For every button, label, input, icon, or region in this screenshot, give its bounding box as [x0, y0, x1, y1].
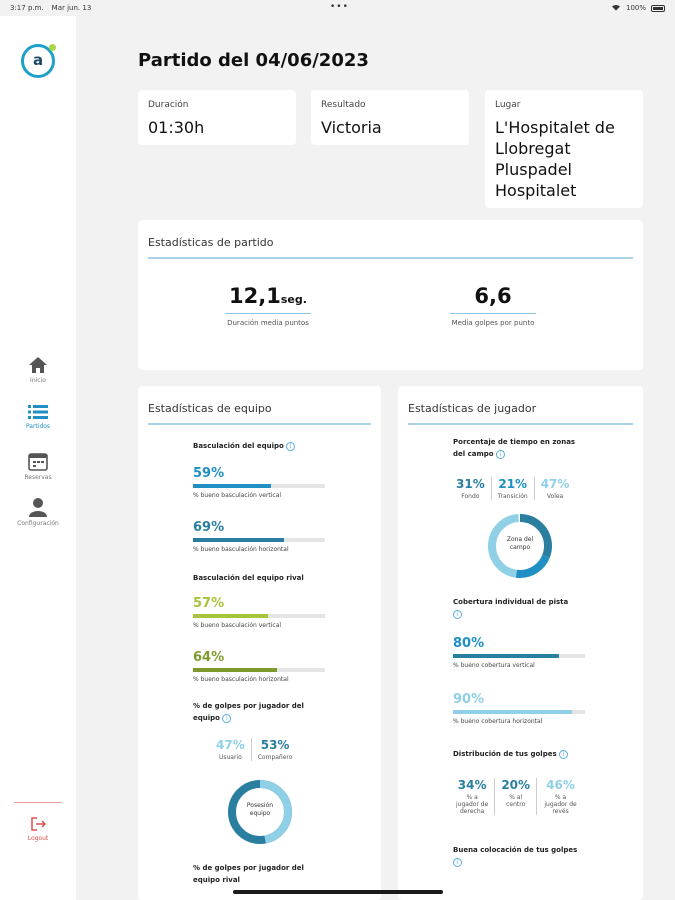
- subheading-line: Porcentaje de tiempo en zonas: [453, 438, 576, 446]
- backhand-player-pct: 46%: [546, 778, 575, 792]
- user-icon: [29, 497, 47, 517]
- bar-fill: [193, 484, 271, 488]
- zones-split: [450, 477, 575, 500]
- donut-label-line: Zona del: [506, 536, 534, 543]
- donut-label-line: equipo: [249, 810, 271, 817]
- right-player-pct: 34%: [457, 778, 487, 792]
- team-vertical-pct: 59%: [193, 466, 225, 481]
- team-vertical-caption: % bueno basculación vertical: [193, 492, 282, 499]
- sidebar-item-partidos[interactable]: [0, 404, 76, 430]
- location-line: Pluspadel: [495, 160, 572, 179]
- main-content: [76, 16, 675, 900]
- hit-distribution-split: [450, 778, 584, 815]
- app-logo[interactable]: [21, 44, 55, 78]
- rival-vertical-bar: [193, 614, 325, 618]
- location-line: L'Hospitalet de: [495, 118, 615, 137]
- duration-value: 01:30h: [148, 118, 205, 137]
- partner-pct: 53%: [260, 738, 290, 752]
- subheading-text: Basculación del equipo: [193, 442, 284, 450]
- volea-label: Volea: [546, 493, 564, 500]
- player-stats-card: [398, 386, 643, 900]
- zones-donut-label: [494, 536, 546, 552]
- transition-pct: 21%: [498, 477, 528, 491]
- sidebar-item-reservas[interactable]: [0, 451, 76, 481]
- coverage-horizontal-bar: [453, 710, 585, 714]
- center-pct: 20%: [501, 778, 531, 792]
- subheading-text: Distribución de tus golpes: [453, 750, 557, 758]
- rival-vertical-pct: 57%: [193, 596, 225, 611]
- team-horizontal-bar: [193, 538, 325, 542]
- status-time: 3:17 p.m.: [10, 4, 44, 12]
- rival-horizontal-bar: [193, 668, 325, 672]
- match-stats-title: Estadísticas de partido: [148, 236, 274, 249]
- home-icon: [28, 356, 48, 374]
- bar-fill: [193, 538, 284, 542]
- bar-fill: [453, 710, 572, 714]
- label-line: % al: [509, 794, 523, 801]
- sidebar-item-label: Partidos: [25, 423, 51, 430]
- bar-fill: [193, 668, 277, 672]
- avg-point-duration: [213, 284, 323, 327]
- label-line: centro: [506, 801, 526, 808]
- battery-icon: [651, 5, 665, 12]
- info-icon[interactable]: i: [453, 858, 462, 867]
- logo-letter: a: [32, 51, 44, 69]
- section-divider: [408, 423, 633, 425]
- battery-percent: 100%: [625, 4, 646, 12]
- multitask-dots[interactable]: •••: [330, 2, 349, 12]
- duration-label: Duración: [148, 100, 189, 110]
- coverage-vertical-pct: 80%: [453, 636, 485, 651]
- avg-duration-unit: seg.: [280, 293, 307, 306]
- sidebar: [0, 16, 76, 900]
- coverage-vertical-caption: % bueno cobertura vertical: [453, 662, 535, 669]
- transition-label: Transición: [497, 493, 528, 500]
- result-card: [311, 90, 469, 145]
- info-icon[interactable]: i: [559, 750, 568, 759]
- team-stats-card: [138, 386, 381, 900]
- subheading-line: % de golpes por jugador del: [193, 702, 304, 710]
- fondo-pct: 31%: [456, 477, 485, 491]
- location-line: Hospitalet: [495, 181, 577, 200]
- wifi-icon: [611, 3, 621, 13]
- label-line: % a: [554, 794, 567, 801]
- bar-fill: [453, 654, 559, 658]
- logout-icon: [30, 816, 46, 832]
- avg-hits-number: 6,6: [474, 284, 512, 308]
- rival-basculation-title: Basculación del equipo rival: [193, 574, 304, 582]
- coverage-title: [453, 596, 568, 620]
- avg-duration-caption: Duración media puntos: [227, 319, 309, 327]
- result-label: Resultado: [321, 100, 366, 110]
- right-player-label: [456, 794, 488, 815]
- sidebar-item-label: Inicio: [30, 377, 46, 384]
- avg-duration-number: 12,1: [229, 284, 281, 308]
- rival-vertical-caption: % bueno basculación vertical: [193, 622, 282, 629]
- zones-title: [453, 436, 575, 460]
- info-icon[interactable]: i: [453, 610, 462, 619]
- result-value: Victoria: [321, 118, 382, 137]
- team-stats-title: Estadísticas de equipo: [148, 402, 272, 415]
- location-line: Llobregat: [495, 139, 571, 158]
- fondo-label: Fondo: [461, 493, 480, 500]
- subheading-line: equipo: [193, 714, 220, 722]
- hit-placement-title: [453, 844, 577, 868]
- section-divider: [148, 423, 371, 425]
- location-card: [485, 90, 643, 208]
- info-icon[interactable]: i: [496, 450, 505, 459]
- rival-horizontal-pct: 64%: [193, 650, 225, 665]
- coverage-vertical-bar: [453, 654, 585, 658]
- section-divider: [148, 257, 633, 259]
- duration-card: [138, 90, 296, 145]
- team-donut-label: [234, 802, 286, 818]
- hit-distribution-title: [453, 748, 568, 760]
- rival-hits-title: [193, 862, 304, 886]
- subheading-line: del campo: [453, 450, 494, 458]
- stat-underline: [225, 313, 311, 314]
- page-title: Partido del 04/06/2023: [138, 50, 369, 71]
- subheading-line: Buena colocación de tus golpes: [453, 846, 578, 854]
- team-hits-split: [210, 738, 298, 761]
- team-vertical-bar: [193, 484, 325, 488]
- list-icon: [28, 404, 48, 420]
- logout-button[interactable]: [0, 816, 76, 842]
- status-date: Mar jun. 13: [51, 4, 92, 12]
- home-indicator[interactable]: [233, 890, 443, 894]
- coverage-horizontal-caption: % bueno cobertura horizontal: [453, 718, 543, 725]
- info-icon[interactable]: i: [286, 442, 295, 451]
- user-pct: 47%: [216, 738, 245, 752]
- subheading-line: equipo rival: [193, 876, 240, 884]
- rival-horizontal-caption: % bueno basculación horizontal: [193, 676, 289, 683]
- coverage-horizontal-pct: 90%: [453, 692, 485, 707]
- logout-divider: [14, 802, 62, 803]
- match-stats-card: [138, 220, 643, 370]
- avg-hits-per-point: [438, 284, 548, 327]
- sidebar-item-label: Configuración: [17, 520, 59, 527]
- stat-underline: [450, 313, 536, 314]
- sidebar-item-label: Reservas: [24, 474, 52, 481]
- volea-pct: 47%: [540, 477, 570, 491]
- calendar-icon: [28, 451, 48, 471]
- subheading-line: % de golpes por jugador del: [193, 864, 304, 872]
- user-label: Usuario: [218, 754, 242, 761]
- logout-label: Logout: [27, 835, 49, 842]
- sidebar-item-inicio[interactable]: [0, 356, 76, 384]
- info-icon[interactable]: i: [222, 714, 231, 723]
- avg-hits-caption: Media golpes por punto: [451, 319, 535, 327]
- label-line: jugador de revés: [544, 801, 577, 815]
- backhand-player-label: [543, 794, 578, 815]
- location-value: [495, 117, 615, 201]
- player-stats-title: Estadísticas de jugador: [408, 402, 537, 415]
- label-line: derecha: [460, 808, 485, 815]
- sidebar-item-configuracion[interactable]: [0, 497, 76, 527]
- subheading-line: Cobertura individual de pista: [453, 598, 569, 606]
- status-bar: [0, 0, 675, 16]
- label-line: % a: [466, 794, 478, 801]
- donut-label-line: campo: [509, 544, 531, 551]
- center-label: [501, 794, 530, 808]
- location-label: Lugar: [495, 100, 521, 110]
- bar-fill: [193, 614, 268, 618]
- donut-label-line: Posesión: [246, 802, 274, 809]
- label-line: jugador de: [456, 801, 489, 808]
- team-hits-title: [193, 700, 304, 724]
- partner-label: Compañero: [257, 754, 293, 761]
- team-horizontal-pct: 69%: [193, 520, 225, 535]
- team-horizontal-caption: % bueno basculación horizontal: [193, 546, 289, 553]
- team-basculation-title: [193, 440, 295, 452]
